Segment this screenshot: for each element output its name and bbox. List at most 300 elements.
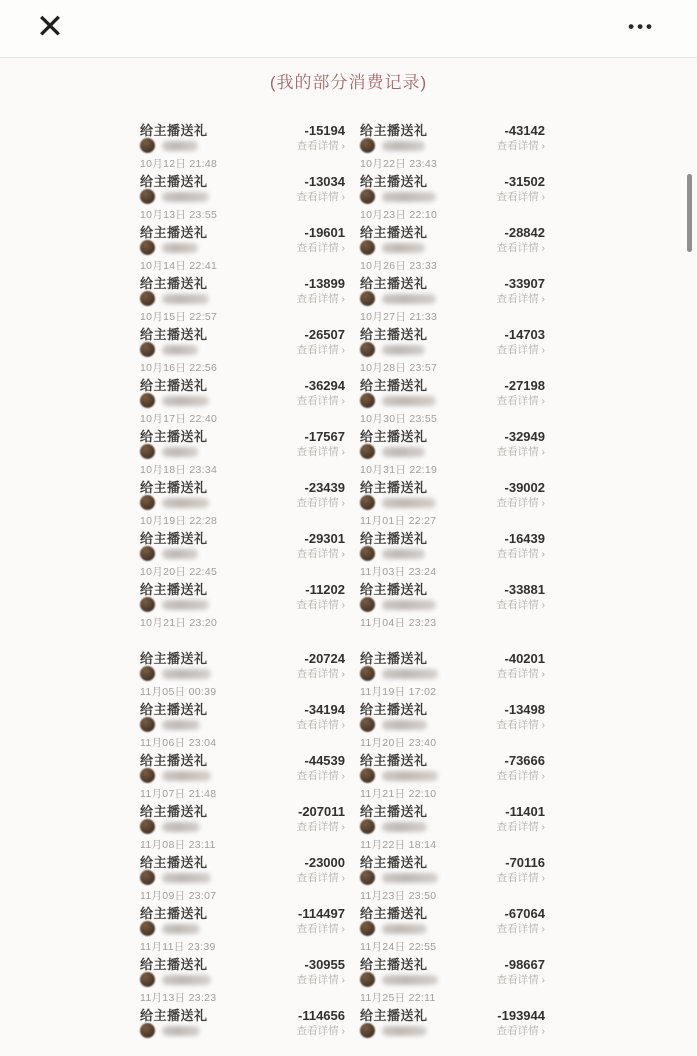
amount: -17567: [304, 429, 345, 444]
record-line-2: [140, 239, 345, 256]
gift-label: 给主播送礼: [140, 753, 208, 768]
record-line-2: [360, 665, 545, 682]
record-line-1: [360, 750, 545, 766]
record-row: [360, 120, 545, 171]
records-column-right: [360, 648, 545, 1056]
amount: -13899: [304, 276, 345, 291]
record-line-1: [140, 375, 345, 391]
record-user: [140, 666, 211, 681]
view-details-link[interactable]: 查看详情 ›: [296, 140, 345, 152]
avatar: [360, 495, 375, 510]
records-area: [140, 120, 545, 1056]
view-details-link[interactable]: 查看详情 ›: [296, 344, 345, 356]
record-line-2: [360, 818, 545, 835]
record-row: [360, 222, 545, 273]
record-line-2: [140, 188, 345, 205]
record-line-2: [140, 545, 345, 562]
avatar: [360, 291, 375, 306]
record-row: [140, 648, 345, 699]
username-blurred: [162, 192, 209, 202]
avatar: [360, 819, 375, 834]
record-date: 11月09日 23:07: [140, 890, 217, 902]
gift-label: 给主播送礼: [360, 123, 428, 138]
record-user: [140, 870, 211, 885]
record-line-1: [140, 954, 345, 970]
record-user: [360, 819, 427, 834]
record-line-1: [360, 120, 545, 136]
amount: -207011: [298, 804, 345, 819]
record-row: [140, 852, 345, 903]
record-row: [360, 579, 545, 630]
view-details-link[interactable]: 查看详情 ›: [496, 242, 545, 254]
record-date: 10月20日 22:45: [140, 566, 218, 578]
username-blurred: [162, 924, 200, 934]
record-line-2: [140, 665, 345, 682]
view-details-link[interactable]: 查看详情 ›: [496, 497, 545, 509]
gift-label: 给主播送礼: [140, 429, 208, 444]
amount: -73666: [504, 753, 545, 768]
gift-label: 给主播送礼: [360, 531, 428, 546]
view-details-link[interactable]: 查看详情 ›: [296, 395, 345, 407]
view-details-link[interactable]: 查看详情 ›: [496, 191, 545, 203]
record-user: [140, 495, 209, 510]
scrollbar-thumb[interactable]: [687, 174, 692, 252]
username-blurred: [162, 396, 209, 406]
gift-label: 给主播送礼: [140, 531, 208, 546]
records-column-left: [140, 648, 345, 1056]
amount: -23000: [304, 855, 345, 870]
record-date: 11月06日 23:04: [140, 737, 217, 749]
record-row: [140, 426, 345, 477]
username-blurred: [382, 294, 436, 304]
record-line-1: [140, 273, 345, 289]
avatar: [360, 870, 375, 885]
record-line-2: [360, 341, 545, 358]
record-user: [140, 921, 200, 936]
avatar: [140, 972, 155, 987]
record-user: [360, 189, 436, 204]
amount: -43142: [504, 123, 545, 138]
close-button[interactable]: [30, 4, 70, 50]
view-details-link[interactable]: 查看详情 ›: [496, 548, 545, 560]
record-line-2: [360, 137, 545, 154]
record-line-2: [360, 494, 545, 511]
avatar: [360, 189, 375, 204]
amount: -33907: [504, 276, 545, 291]
record-line-2: [140, 494, 345, 511]
view-details-link[interactable]: 查看详情 ›: [296, 191, 345, 203]
username-blurred: [162, 873, 211, 883]
record-line-2: [140, 596, 345, 613]
record-row: [140, 477, 345, 528]
record-line-1: [140, 579, 345, 595]
record-user: [140, 717, 200, 732]
amount: -13034: [304, 174, 345, 189]
gift-label: 给主播送礼: [360, 855, 428, 870]
record-date: 10月28日 23:57: [360, 362, 438, 374]
amount: -39002: [504, 480, 545, 495]
record-line-1: [360, 1005, 545, 1021]
view-details-link[interactable]: 查看详情 ›: [296, 242, 345, 254]
amount: -36294: [304, 378, 345, 393]
gift-label: 给主播送礼: [360, 480, 428, 495]
record-row: [360, 528, 545, 579]
record-line-2: [360, 392, 545, 409]
record-line-2: [360, 290, 545, 307]
record-line-2: [360, 596, 545, 613]
record-date: 10月13日 23:55: [140, 209, 218, 221]
record-row: [360, 171, 545, 222]
record-row: [140, 1005, 345, 1056]
record-line-2: [360, 869, 545, 886]
view-details-link[interactable]: 查看详情 ›: [296, 1025, 345, 1037]
gift-label: 给主播送礼: [360, 957, 428, 972]
username-blurred: [382, 396, 436, 406]
record-row: [140, 375, 345, 426]
record-row: [140, 273, 345, 324]
username-blurred: [382, 345, 425, 355]
record-line-1: [360, 426, 545, 442]
record-line-2: [140, 443, 345, 460]
record-row: [360, 801, 545, 852]
username-blurred: [162, 669, 211, 679]
amount: -70116: [505, 855, 545, 870]
view-details-link[interactable]: 查看详情 ›: [496, 668, 545, 680]
record-row: [140, 171, 345, 222]
record-user: [360, 921, 427, 936]
amount: -114656: [298, 1008, 345, 1023]
gift-label: 给主播送礼: [360, 174, 428, 189]
username-blurred: [382, 549, 425, 559]
record-line-2: [140, 971, 345, 988]
record-line-1: [140, 852, 345, 868]
record-row: [140, 801, 345, 852]
avatar: [360, 444, 375, 459]
record-user: [360, 717, 427, 732]
avatar: [140, 768, 155, 783]
avatar: [360, 972, 375, 987]
username-blurred: [162, 549, 198, 559]
avatar: [140, 495, 155, 510]
record-line-2: [360, 443, 545, 460]
username-blurred: [382, 192, 436, 202]
record-line-1: [140, 120, 345, 136]
gift-label: 给主播送礼: [360, 429, 428, 444]
record-row: [360, 273, 545, 324]
username-blurred: [382, 141, 425, 151]
username-blurred: [382, 498, 436, 508]
avatar: [360, 546, 375, 561]
gift-label: 给主播送礼: [140, 378, 208, 393]
avatar: [360, 393, 375, 408]
record-line-2: [140, 1022, 345, 1039]
record-user: [360, 546, 425, 561]
record-line-2: [140, 716, 345, 733]
amount: -193944: [497, 1008, 545, 1023]
amount: -33881: [504, 582, 545, 597]
gift-label: 给主播送礼: [360, 906, 428, 921]
avatar: [360, 921, 375, 936]
username-blurred: [162, 1026, 200, 1036]
record-date: 11月22日 18:14: [360, 839, 437, 851]
view-details-link[interactable]: 查看详情 ›: [496, 293, 545, 305]
record-row: [140, 954, 345, 1005]
record-date: 10月22日 23:43: [360, 158, 438, 170]
record-line-1: [140, 222, 345, 238]
amount: -26507: [304, 327, 345, 342]
record-user: [360, 1023, 427, 1038]
record-user: [360, 666, 438, 681]
view-details-link[interactable]: 查看详情 ›: [496, 344, 545, 356]
view-details-link[interactable]: 查看详情 ›: [296, 770, 345, 782]
record-user: [140, 546, 198, 561]
records-section-1: [140, 120, 545, 630]
gift-label: 给主播送礼: [140, 804, 208, 819]
username-blurred: [162, 141, 198, 151]
record-date: 10月31日 22:19: [360, 464, 438, 476]
record-date: 11月08日 23:11: [140, 839, 216, 851]
record-row: [360, 1005, 545, 1056]
records-section-2: [140, 648, 545, 1056]
avatar: [360, 240, 375, 255]
record-line-2: [140, 341, 345, 358]
more-menu-button[interactable]: [624, 10, 659, 44]
view-details-link[interactable]: 查看详情 ›: [496, 719, 545, 731]
record-line-1: [360, 273, 545, 289]
record-date: 11月19日 17:02: [360, 686, 437, 698]
view-details-link[interactable]: 查看详情 ›: [296, 497, 345, 509]
username-blurred: [382, 822, 427, 832]
view-details-link[interactable]: 查看详情 ›: [496, 140, 545, 152]
amount: -16439: [504, 531, 545, 546]
view-details-link[interactable]: 查看详情 ›: [296, 599, 345, 611]
record-line-2: [360, 1022, 545, 1039]
view-details-link[interactable]: 查看详情 ›: [496, 974, 545, 986]
avatar: [140, 291, 155, 306]
gift-label: 给主播送礼: [360, 327, 428, 342]
record-line-2: [140, 767, 345, 784]
amount: -31502: [504, 174, 545, 189]
gift-label: 给主播送礼: [140, 855, 208, 870]
record-line-1: [360, 171, 545, 187]
record-line-1: [140, 171, 345, 187]
avatar: [140, 597, 155, 612]
record-line-2: [140, 920, 345, 937]
record-date: 11月04日 23:23: [360, 617, 437, 629]
avatar: [140, 666, 155, 681]
view-details-link[interactable]: 查看详情 ›: [296, 974, 345, 986]
view-details-link[interactable]: 查看详情 ›: [496, 446, 545, 458]
record-user: [360, 444, 425, 459]
record-date: 11月23日 23:50: [360, 890, 437, 902]
record-row: [360, 375, 545, 426]
avatar: [140, 240, 155, 255]
amount: -20724: [304, 651, 345, 666]
gift-label: 给主播送礼: [140, 702, 208, 717]
gift-label: 给主播送礼: [140, 174, 208, 189]
username-blurred: [162, 822, 200, 832]
username-blurred: [382, 771, 438, 781]
record-row: [140, 750, 345, 801]
record-date: 11月20日 23:40: [360, 737, 437, 749]
record-row: [140, 579, 345, 630]
records-column-left: [140, 120, 345, 630]
username-blurred: [162, 771, 211, 781]
record-user: [140, 1023, 200, 1038]
amount: -29301: [304, 531, 345, 546]
top-bar: [0, 0, 697, 58]
record-line-2: [360, 971, 545, 988]
record-date: 10月17日 22:40: [140, 413, 218, 425]
record-user: [140, 291, 209, 306]
view-details-link[interactable]: 查看详情 ›: [496, 923, 545, 935]
gift-label: 给主播送礼: [140, 276, 208, 291]
record-date: 11月25日 22:11: [360, 992, 436, 1004]
record-user: [140, 819, 200, 834]
record-row: [360, 324, 545, 375]
record-line-1: [360, 648, 545, 664]
record-user: [360, 393, 436, 408]
record-user: [360, 240, 425, 255]
view-details-link[interactable]: 查看详情 ›: [496, 872, 545, 884]
record-date: 10月12日 21:48: [140, 158, 218, 170]
username-blurred: [382, 243, 425, 253]
record-line-1: [360, 528, 545, 544]
record-date: 10月23日 22:10: [360, 209, 438, 221]
amount: -30955: [304, 957, 345, 972]
amount: -11401: [505, 804, 545, 819]
view-details-link[interactable]: 查看详情 ›: [296, 293, 345, 305]
record-date: 11月01日 22:27: [360, 515, 437, 527]
amount: -15194: [304, 123, 345, 138]
amount: -32949: [504, 429, 545, 444]
close-icon: ✕: [35, 8, 65, 46]
username-blurred: [382, 1026, 427, 1036]
amount: -23439: [304, 480, 345, 495]
record-line-1: [140, 648, 345, 664]
view-details-link[interactable]: 查看详情 ›: [296, 821, 345, 833]
avatar: [140, 342, 155, 357]
record-date: 10月16日 22:56: [140, 362, 218, 374]
view-details-link[interactable]: 查看详情 ›: [496, 395, 545, 407]
view-details-link[interactable]: 查看详情 ›: [496, 599, 545, 611]
view-details-link[interactable]: 查看详情 ›: [496, 770, 545, 782]
gift-label: 给主播送礼: [360, 225, 428, 240]
view-details-link[interactable]: 查看详情 ›: [296, 446, 345, 458]
record-user: [360, 870, 438, 885]
record-row: [360, 426, 545, 477]
avatar: [140, 444, 155, 459]
record-row: [140, 222, 345, 273]
avatar: [140, 393, 155, 408]
record-user: [140, 597, 209, 612]
record-line-1: [360, 801, 545, 817]
username-blurred: [162, 600, 209, 610]
username-blurred: [162, 243, 198, 253]
record-row: [140, 699, 345, 750]
gift-label: 给主播送礼: [360, 651, 428, 666]
avatar: [360, 717, 375, 732]
record-user: [360, 495, 436, 510]
gift-label: 给主播送礼: [360, 276, 428, 291]
username-blurred: [162, 345, 198, 355]
record-line-1: [140, 1005, 345, 1021]
record-date: 10月15日 22:57: [140, 311, 218, 323]
record-user: [140, 189, 209, 204]
record-user: [360, 768, 438, 783]
record-date: 10月27日 21:33: [360, 311, 438, 323]
gift-label: 给主播送礼: [140, 327, 208, 342]
username-blurred: [382, 720, 427, 730]
amount: -67064: [504, 906, 545, 921]
view-details-link[interactable]: 查看详情 ›: [296, 719, 345, 731]
record-line-1: [360, 222, 545, 238]
amount: -40201: [504, 651, 545, 666]
view-details-link[interactable]: 查看详情 ›: [496, 1025, 545, 1037]
view-details-link[interactable]: 查看详情 ›: [296, 923, 345, 935]
amount: -19601: [304, 225, 345, 240]
username-blurred: [382, 447, 425, 457]
view-details-link[interactable]: 查看详情 ›: [496, 821, 545, 833]
avatar: [360, 597, 375, 612]
record-line-1: [140, 903, 345, 919]
username-blurred: [382, 873, 438, 883]
gift-label: 给主播送礼: [360, 753, 428, 768]
more-icon: •••: [628, 17, 655, 36]
username-blurred: [162, 498, 209, 508]
record-user: [360, 972, 438, 987]
gift-label: 给主播送礼: [140, 957, 208, 972]
gift-label: 给主播送礼: [360, 1008, 428, 1023]
username-blurred: [382, 975, 438, 985]
record-line-1: [360, 903, 545, 919]
record-line-2: [140, 392, 345, 409]
record-user: [140, 393, 209, 408]
gift-label: 给主播送礼: [360, 702, 428, 717]
record-line-1: [360, 699, 545, 715]
record-user: [360, 291, 436, 306]
record-line-1: [140, 750, 345, 766]
gift-label: 给主播送礼: [360, 804, 428, 819]
avatar: [140, 189, 155, 204]
amount: -34194: [304, 702, 345, 717]
record-row: [360, 750, 545, 801]
record-user: [140, 138, 198, 153]
record-row: [140, 528, 345, 579]
record-line-1: [360, 954, 545, 970]
record-user: [140, 972, 211, 987]
record-line-2: [140, 869, 345, 886]
amount: -27198: [504, 378, 545, 393]
record-date: 10月30日 23:55: [360, 413, 438, 425]
view-details-link[interactable]: 查看详情 ›: [296, 872, 345, 884]
record-line-1: [360, 579, 545, 595]
gift-label: 给主播送礼: [140, 480, 208, 495]
gift-label: 给主播送礼: [360, 378, 428, 393]
record-row: [140, 324, 345, 375]
view-details-link[interactable]: 查看详情 ›: [296, 548, 345, 560]
gift-label: 给主播送礼: [140, 651, 208, 666]
record-user: [360, 342, 425, 357]
username-blurred: [162, 975, 211, 985]
record-date: 11月13日 23:23: [140, 992, 217, 1004]
record-row: [360, 903, 545, 954]
view-details-link[interactable]: 查看详情 ›: [296, 668, 345, 680]
record-line-1: [360, 375, 545, 391]
record-row: [360, 699, 545, 750]
record-date: 10月21日 23:20: [140, 617, 218, 629]
avatar: [140, 819, 155, 834]
